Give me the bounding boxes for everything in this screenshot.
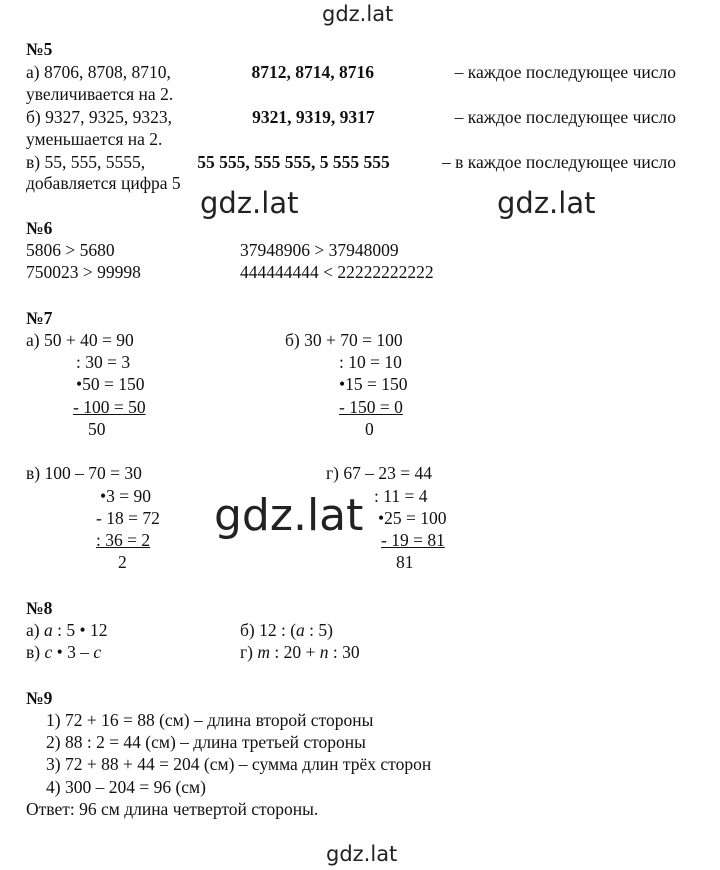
task8-a bbox=[26, 620, 107, 641]
task8-b bbox=[240, 620, 333, 641]
watermark-bottom: gdz.lat bbox=[326, 842, 398, 866]
task7-b-line4: - 150 = 0 bbox=[339, 397, 403, 417]
task5-b-bold: 9321, 9319, 9317 bbox=[252, 107, 375, 127]
task5-a-rest: – каждое последующее число bbox=[454, 62, 676, 82]
task5-a-cont: увеличивается на 2. bbox=[26, 84, 174, 104]
task7-c-line3: - 18 = 72 bbox=[96, 508, 160, 528]
task7-d-line3: •25 = 100 bbox=[378, 508, 447, 528]
task6-row1-right: 37948906 > 37948009 bbox=[240, 240, 399, 260]
task7-b-line2: : 10 = 10 bbox=[339, 352, 402, 372]
task5-b-prefix: б) 9327, 9325, 9323, bbox=[26, 107, 172, 127]
task7-c-result: 2 bbox=[118, 552, 127, 572]
task7-a-result: 50 bbox=[88, 419, 106, 439]
task7-a-line1: а) 50 + 40 = 90 bbox=[26, 330, 134, 350]
task9-line2: 2) 88 : 2 = 44 (см) – длина третьей стороны bbox=[46, 732, 366, 752]
task9-line4: 4) 300 – 204 = 96 (см) bbox=[46, 777, 206, 797]
task7-b-result: 0 bbox=[365, 419, 374, 439]
task8-a-rest: : 5 • 12 bbox=[57, 620, 108, 640]
task7-d-result: 81 bbox=[396, 552, 414, 572]
task8-d bbox=[240, 642, 360, 663]
task7-a-line2: : 30 = 3 bbox=[76, 352, 131, 372]
task8-a-label: а) bbox=[26, 620, 40, 640]
task9-heading: №9 bbox=[26, 688, 53, 708]
task8-d-rest: : 30 bbox=[332, 642, 360, 662]
task6-row2-left: 750023 > 99998 bbox=[26, 262, 141, 282]
task8-d-mid: : 20 + bbox=[274, 642, 316, 662]
task8-c-var1: c bbox=[44, 642, 53, 662]
task9-answer: Ответ: 96 см длина четвертой стороны. bbox=[26, 799, 319, 819]
task8-b-label: б) 12 : ( bbox=[240, 620, 297, 640]
task7-a-line3: •50 = 150 bbox=[76, 374, 145, 394]
task8-d-var1: m bbox=[257, 642, 271, 662]
task8-d-label: г) bbox=[240, 642, 254, 662]
task8-a-var: a bbox=[43, 620, 53, 640]
task7-b-line1: б) 30 + 70 = 100 bbox=[285, 330, 403, 350]
task8-c-var2: c bbox=[93, 642, 102, 662]
task5-line-a bbox=[26, 62, 676, 83]
task8-b-rest: : 5) bbox=[309, 620, 333, 640]
task5-c-prefix: в) 55, 555, 5555, bbox=[26, 152, 146, 172]
task8-b-var: a bbox=[296, 620, 305, 640]
task8-c-mid: • 3 – bbox=[56, 642, 90, 662]
task7-c-line2: •3 = 90 bbox=[100, 486, 151, 506]
watermark-mid-left: gdz.lat bbox=[200, 186, 299, 220]
task5-a-bold: 8712, 8714, 8716 bbox=[251, 62, 374, 82]
task8-d-var2: n bbox=[319, 642, 329, 662]
task5-line-b bbox=[26, 107, 676, 128]
task5-c-rest: – в каждое последующее число bbox=[442, 152, 676, 172]
task8-c bbox=[26, 642, 101, 663]
task5-b-rest: – каждое последующее число bbox=[454, 107, 676, 127]
task9-line3: 3) 72 + 88 + 44 = 204 (см) – сумма длин трёх сторон bbox=[46, 754, 432, 774]
task5-heading: №5 bbox=[26, 39, 53, 59]
task5-a-prefix: а) 8706, 8708, 8710, bbox=[26, 62, 171, 82]
task7-b-line3: •15 = 150 bbox=[339, 374, 408, 394]
task8-heading: №8 bbox=[26, 598, 53, 618]
task7-d-line1: г) 67 – 23 = 44 bbox=[326, 463, 432, 483]
task6-row2-right: 444444444 < 22222222222 bbox=[240, 262, 434, 282]
task5-line-c bbox=[26, 152, 676, 173]
task7-a-line4: - 100 = 50 bbox=[73, 397, 146, 417]
task5-c-cont: добавляется цифра 5 bbox=[26, 173, 181, 193]
task7-d-line4: - 19 = 81 bbox=[381, 530, 445, 550]
task7-c-line1: в) 100 – 70 = 30 bbox=[26, 463, 142, 483]
task6-row1-left: 5806 > 5680 bbox=[26, 240, 115, 260]
task7-heading: №7 bbox=[26, 308, 53, 328]
task8-c-label: в) bbox=[26, 642, 41, 662]
task7-c-line4: : 36 = 2 bbox=[96, 530, 151, 550]
task5-c-bold: 55 555, 555 555, 5 555 555 bbox=[197, 152, 390, 172]
task6-heading: №6 bbox=[26, 218, 53, 238]
task5-b-cont: уменьшается на 2. bbox=[26, 129, 163, 149]
watermark-top: gdz.lat bbox=[322, 2, 394, 26]
task7-d-line2: : 11 = 4 bbox=[374, 486, 428, 506]
task9-line1: 1) 72 + 16 = 88 (см) – длина второй стороны bbox=[46, 710, 374, 730]
watermark-center: gdz.lat bbox=[214, 490, 364, 541]
watermark-mid-right: gdz.lat bbox=[497, 186, 596, 220]
